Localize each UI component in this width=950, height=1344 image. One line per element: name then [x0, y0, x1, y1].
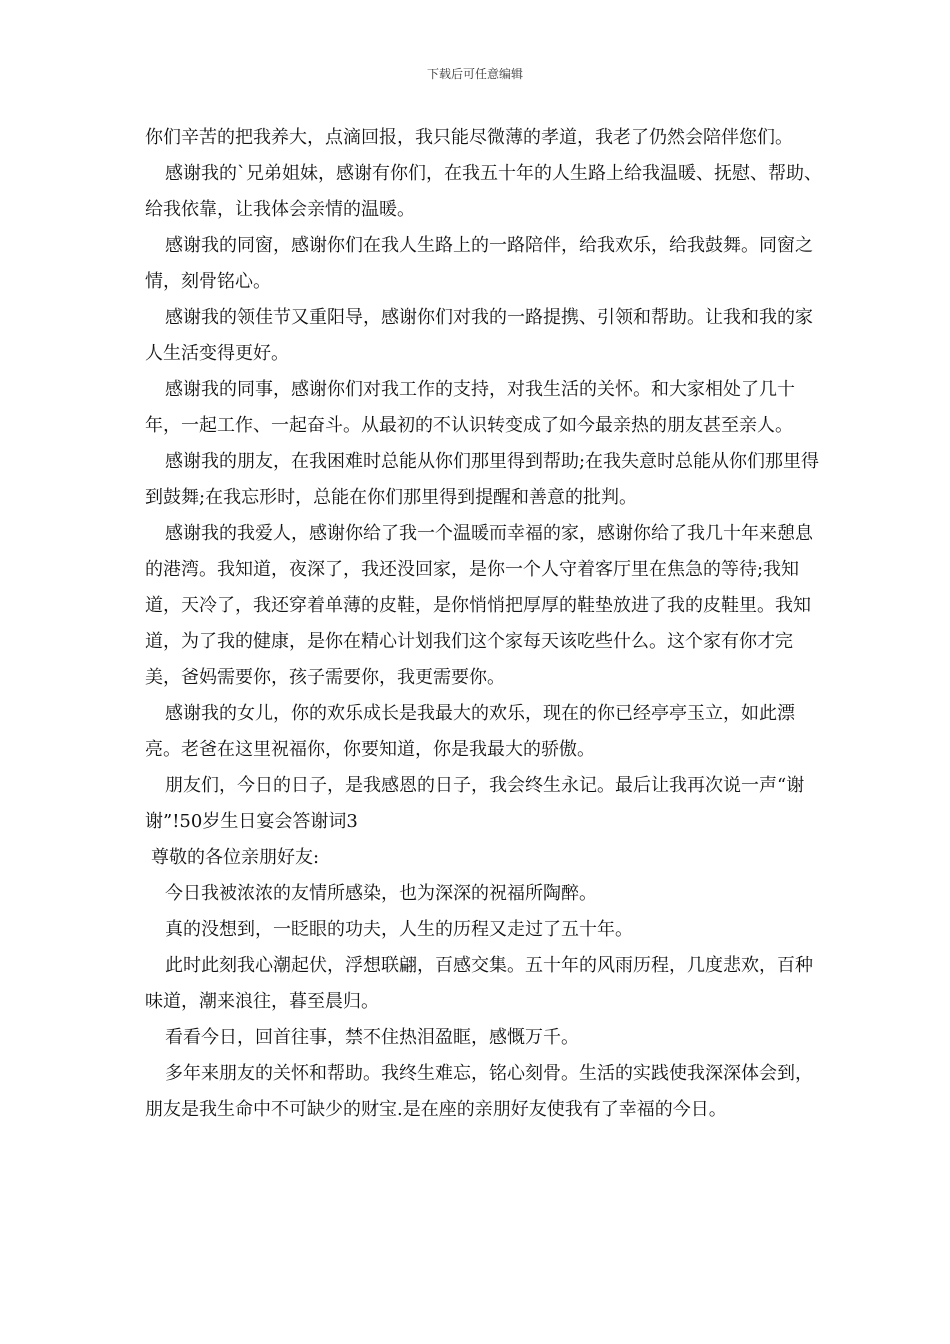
paragraph: 感谢我的同事，感谢你们对我工作的支持，对我生活的关怀。和大家相处了几十年，一起工作、一起奋斗。从最初的不认识转变成了如今最亲热的朋友甚至亲人。 [145, 379, 795, 436]
paragraph: 此时此刻我心潮起伏，浮想联翩，百感交集。五十年的风雨历程，几度悲欢，百种味道，潮来浪往，暮至晨归。 [145, 955, 813, 1012]
paragraph: 感谢我的同窗，感谢你们在我人生路上的一路陪伴，给我欢乐，给我鼓舞。同窗之情，刻骨铭心。 [145, 235, 813, 292]
paragraph: 感谢我的我爱人，感谢你给了我一个温暖而幸福的家，感谢你给了我几十年来憩息的港湾。我知道，夜深了，我还没回家，是你一个人守着客厅里在焦急的等待;我知道，天冷了，我还穿着单薄的皮鞋，是你悄悄把厚厚的鞋垫放进了我的皮鞋里。我知道，为了我的健康，是你在精心计划我们这个家每天该吃些什么。这个家有你才完美，爸妈需要你，孩子需要你，我更需要你。 [145, 523, 813, 688]
paragraph: 看看今日，回首往事，禁不住热泪盈眶，感慨万千。 [165, 1027, 579, 1048]
paragraph: 感谢我的女儿，你的欢乐成长是我最大的欢乐，现在的你已经亭亭玉立，如此漂亮。老爸在这里祝福你，你要知道，你是我最大的骄傲。 [145, 703, 795, 760]
paragraph: 多年来朋友的关怀和帮助。我终生难忘，铭心刻骨。生活的实践使我深深体会到，朋友是我生命中不可缺少的财宝.是在座的亲朋好友使我有了幸福的今日。 [145, 1063, 813, 1120]
paragraph: 你们辛苦的把我养大，点滴回报，我只能尽微薄的孝道，我老了仍然会陪伴您们。 [145, 127, 793, 148]
paragraph: 感谢我的`兄弟姐妹，感谢有你们，在我五十年的人生路上给我温暖、抚慰、帮助、给我依靠，让我体会亲情的温暖。 [145, 163, 822, 220]
document-body [145, 120, 825, 1128]
paragraph: 今日我被浓浓的友情所感染，也为深深的祝福所陶醉。 [165, 883, 597, 904]
paragraph: 朋友们，今日的日子，是我感恩的日子，我会终生永记。最后让我再次说一声“谢谢”!50岁生日宴会答谢词3 [145, 775, 805, 832]
paragraph: 感谢我的朋友，在我困难时总能从你们那里得到帮助;在我失意时总能从你们那里得到鼓舞;在我忘形时，总能在你们那里得到提醒和善意的批判。 [145, 451, 820, 508]
paragraph: 尊敬的各位亲朋好友: [151, 847, 320, 868]
page-header: 下载后可任意编辑 [426, 67, 523, 81]
paragraph: 感谢我的领佳节又重阳导，感谢你们对我的一路提携、引领和帮助。让我和我的家人生活变得更好。 [145, 307, 813, 364]
paragraph: 真的没想到，一眨眼的功夫，人生的历程又走过了五十年。 [165, 919, 633, 940]
